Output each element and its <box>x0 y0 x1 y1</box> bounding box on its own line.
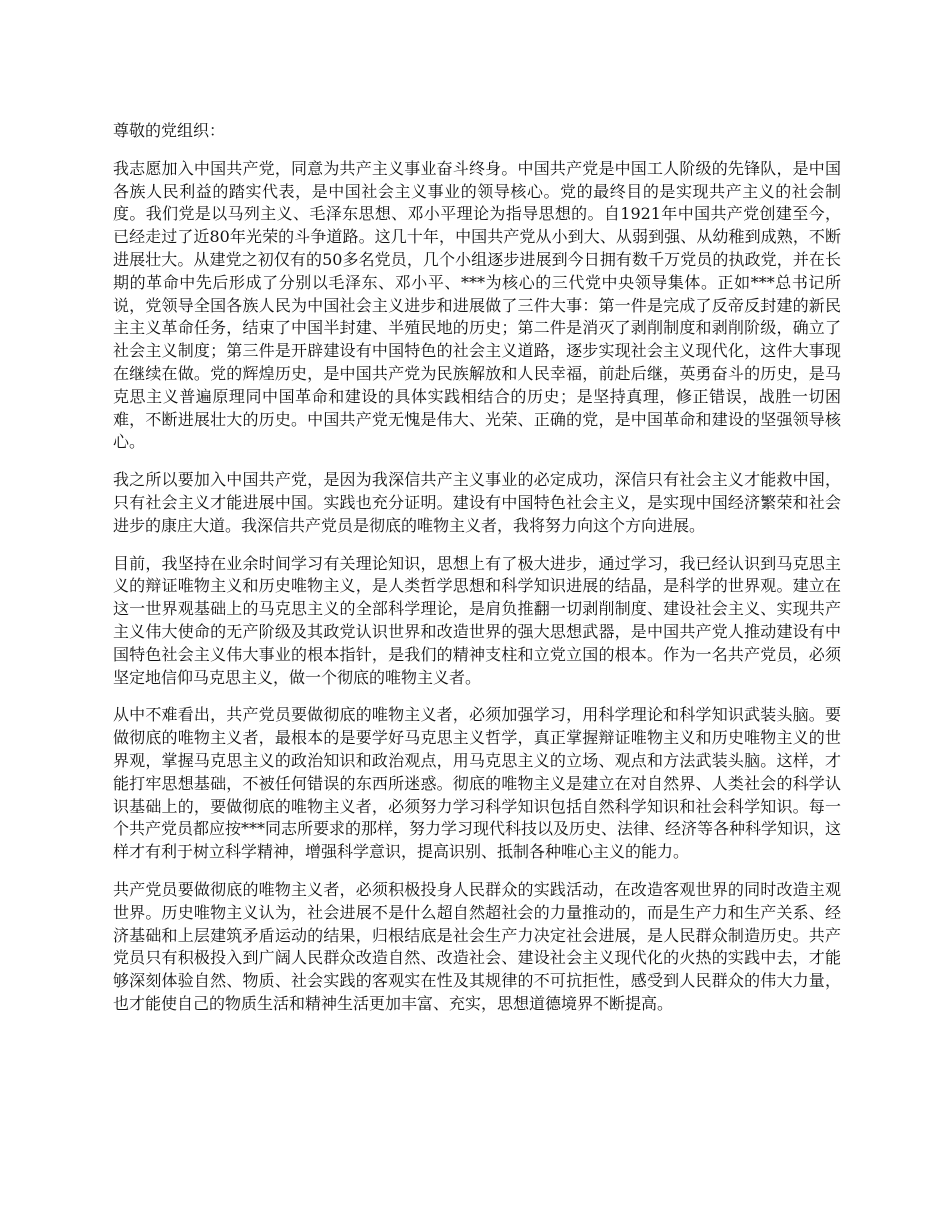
paragraph-5: 共产党员要做彻底的唯物主义者，必须积极投身人民群众的实践活动，在改造客观世界的同时改造主观世界。历史唯物主义认为，社会进展不是什么超自然超社会的力量推动的，而是生产力和生产关系、经济基础和上层建筑矛盾运动的结果，归根结底是社会生产力决定社会进展，是人民群众制造历史。共产党员只有积极投入到广阔人民群众改造自然、改造社会、建设社会主义现代化的火热的实践中去，才能够深刻体验自然、物质、社会实践的客观实在性及其规律的不可抗拒性，感受到人民群众的伟大力量，也才能使自己的物质生活和精神生活更加丰富、充实，思想道德境界不断提高。 <box>113 879 841 1013</box>
document-page <box>113 120 841 1031</box>
salutation: 尊敬的党组织： <box>113 121 226 140</box>
paragraph-2: 我之所以要加入中国共产党，是因为我深信共产主义事业的必定成功，深信只有社会主义才能救中国，只有社会主义才能进展中国。实践也充分证明。建设有中国特色社会主义，是实现中国经济繁荣和社会进步的康庄大道。我深信共产党员是彻底的唯物主义者，我将努力向这个方向进展。 <box>113 470 841 535</box>
paragraph-3: 目前，我坚持在业余时间学习有关理论知识，思想上有了极大进步，通过学习，我已经认识到马克思主义的辩证唯物主义和历史唯物主义，是人类哲学思想和科学知识进展的结晶，是科学的世界观。建立在这一世界观基础上的马克思主义的全部科学理论，是肩负推翻一切剥削制度、建设社会主义、实现共产主义伟大使命的无产阶级及其政党认识世界和改造世界的强大思想武器，是中国共产党人推动建设有中国特色社会主义伟大事业的根本指针，是我们的精神支柱和立党立国的根本。作为一名共产党员，必须坚定地信仰马克思主义，做一个彻底的唯物主义者。 <box>113 553 841 687</box>
paragraph-1: 我志愿加入中国共产党，同意为共产主义事业奋斗终身。中国共产党是中国工人阶级的先锋队，是中国各族人民利益的踏实代表，是中国社会主义事业的领导核心。党的最终目的是实现共产主义的社会制度。我们党是以马列主义、毛泽东思想、邓小平理论为指导思想的。自1921年中国共产党创建至今，已经走过了近80年光荣的斗争道路。这几十年，中国共产党从小到大、从弱到强、从幼稚到成熟，不断进展壮大。从建党之初仅有的50多名党员，几个小组逐步进展到今日拥有数千万党员的执政党，并在长期的革命中先后形成了分别以毛泽东、邓小平、***为核心的三代党中央领导集体。正如***总书记所说，党领导全国各族人民为中国社会主义进步和进展做了三件大事：第一件是完成了反帝反封建的新民主主义革命任务，结束了中国半封建、半殖民地的历史；第二件是消灭了剥削制度和剥削阶级，确立了社会主义制度；第三件是开辟建设有中国特色的社会主义道路，逐步实现社会主义现代化，这件大事现在继续在做。党的辉煌历史，是中国共产党为民族解放和人民幸福，前赴后继，英勇奋斗的历史，是马克思主义普遍原理同中国革命和建设的具体实践相结合的历史；是坚持真理，修正错误，战胜一切困难，不断进展壮大的历史。中国共产党无愧是伟大、光荣、正确的党，是中国革命和建设的坚强领导核心。 <box>113 158 841 452</box>
paragraph-4: 从中不难看出，共产党员要做彻底的唯物主义者，必须加强学习，用科学理论和科学知识武装头脑。要做彻底的唯物主义者，最根本的是要学好马克思主义哲学，真正掌握辩证唯物主义和历史唯物主义的世界观，掌握马克思主义的政治知识和政治观点，用马克思主义的立场、观点和方法武装头脑。这样，才能打牢思想基础，不被任何错误的东西所迷惑。彻底的唯物主义是建立在对自然界、人类社会的科学认识基础上的，要做彻底的唯物主义者，必须努力学习科学知识包括自然科学知识和社会科学知识。每一个共产党员都应按***同志所要求的那样，努力学习现代科技以及历史、法律、经济等各种科学知识，这样才有利于树立科学精神，增强科学意识，提高识别、抵制各种唯心主义的能力。 <box>113 705 842 862</box>
